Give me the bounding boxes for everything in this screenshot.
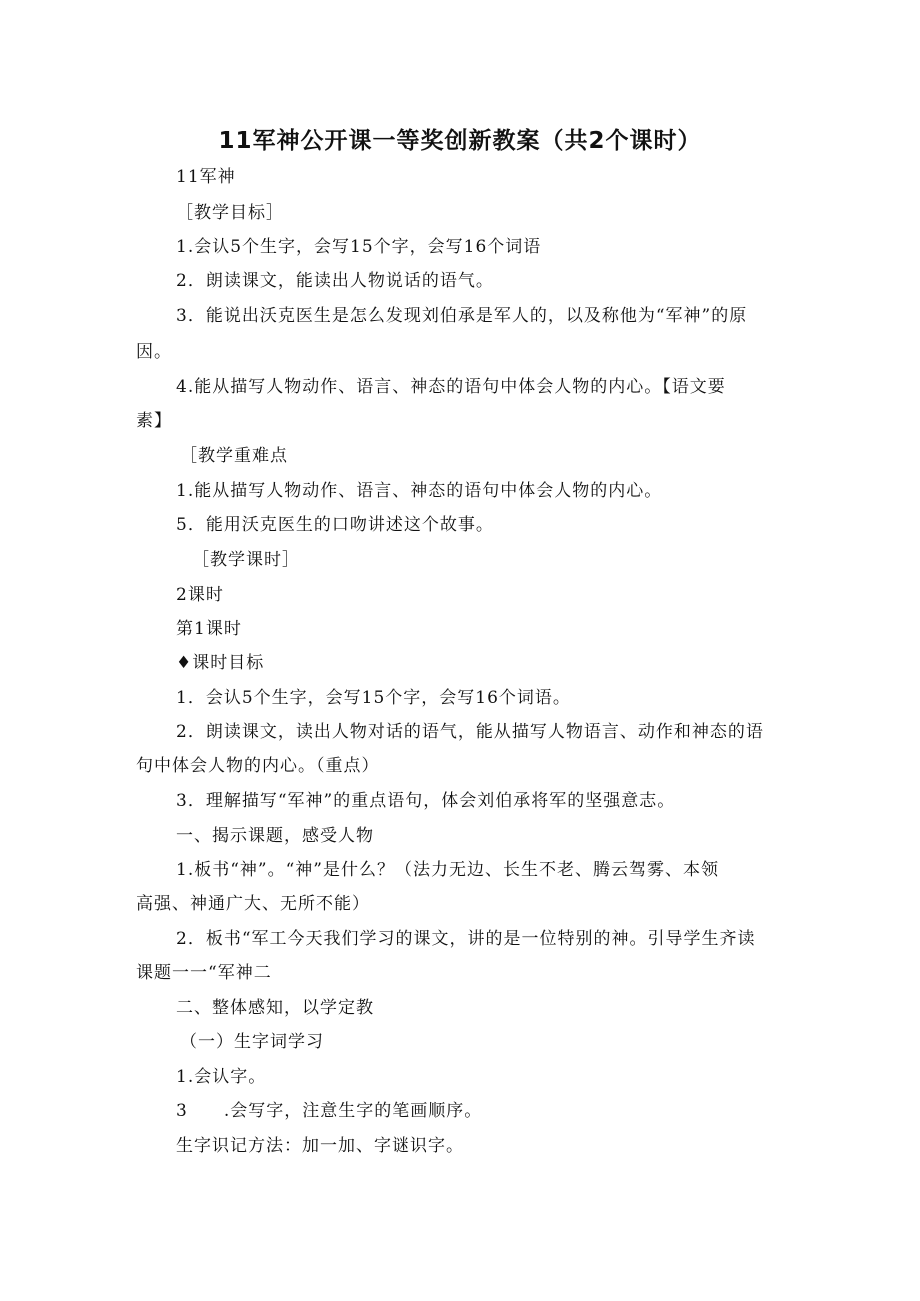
step-line: 2．板书“军工今天我们学习的课文，讲的是一位特别的神。引导学生齐读 [176,929,756,949]
first-lesson-heading: 第1课时 [176,619,242,639]
goal-line: 4.能从描写人物动作、语言、神态的语句中体会人物的内心。【语文要 [176,377,726,397]
step-line: 3 .会写字，注意生字的笔画顺序。 [176,1101,483,1121]
key-point-line: 1.能从描写人物动作、语言、神态的语句中体会人物的内心。 [176,481,663,501]
lesson-number-title: 11军神 [176,167,236,187]
goal-line-continuation: 素】 [136,411,172,431]
step-line-continuation: 课题一一“军神二 [136,963,272,983]
lesson-hours-heading: ［教学课时］ [192,550,300,570]
lesson-goal-line: 2．朗读课文，读出人物对话的语气，能从描写人物语言、动作和神态的语 [176,722,764,742]
lesson-goal-heading: ♦课时目标 [176,653,265,673]
step-line: 生字识记方法：加一加、字谜识字。 [176,1136,464,1156]
goal-line-continuation: 因。 [136,342,172,362]
goal-line: 1.会认5个生字，会写15个字，会写16个词语 [176,237,542,257]
step-line: 1.板书“神”。“神”是什么？（法力无边、长生不老、腾云驾雾、本领 [176,860,719,880]
lesson-goal-line: 1．会认5个生字，会写15个字，会写16个词语。 [176,688,571,708]
page-title: 11军神公开课一等奖创新教案（共2个课时） [218,128,702,154]
key-difficulty-heading: ［教学重难点 [180,446,288,466]
lesson-hours-value: 2课时 [176,585,224,605]
goal-line: 3．能说出沃克医生是怎么发现刘伯承是军人的，以及称他为“军神”的原 [176,306,748,326]
step-line: 1.会认字。 [176,1067,267,1087]
step-line-continuation: 高强、神通广大、无所不能） [136,894,370,914]
key-point-line: 5．能用沃克医生的口吻讲述这个故事。 [176,515,494,535]
goal-line: 2．朗读课文，能读出人物说话的语气。 [176,271,494,291]
teaching-goals-heading: ［教学目标］ [176,203,284,223]
subsection-heading: （一）生字词学习 [180,1032,324,1052]
section-heading: 一、揭示课题，感受人物 [176,826,374,846]
lesson-goal-line: 3．理解描写“军神”的重点语句，体会刘伯承将军的坚强意志。 [176,791,676,811]
lesson-goal-line-continuation: 句中体会人物的内心。（重点） [136,756,380,776]
section-heading: 二、整体感知，以学定教 [176,998,374,1018]
